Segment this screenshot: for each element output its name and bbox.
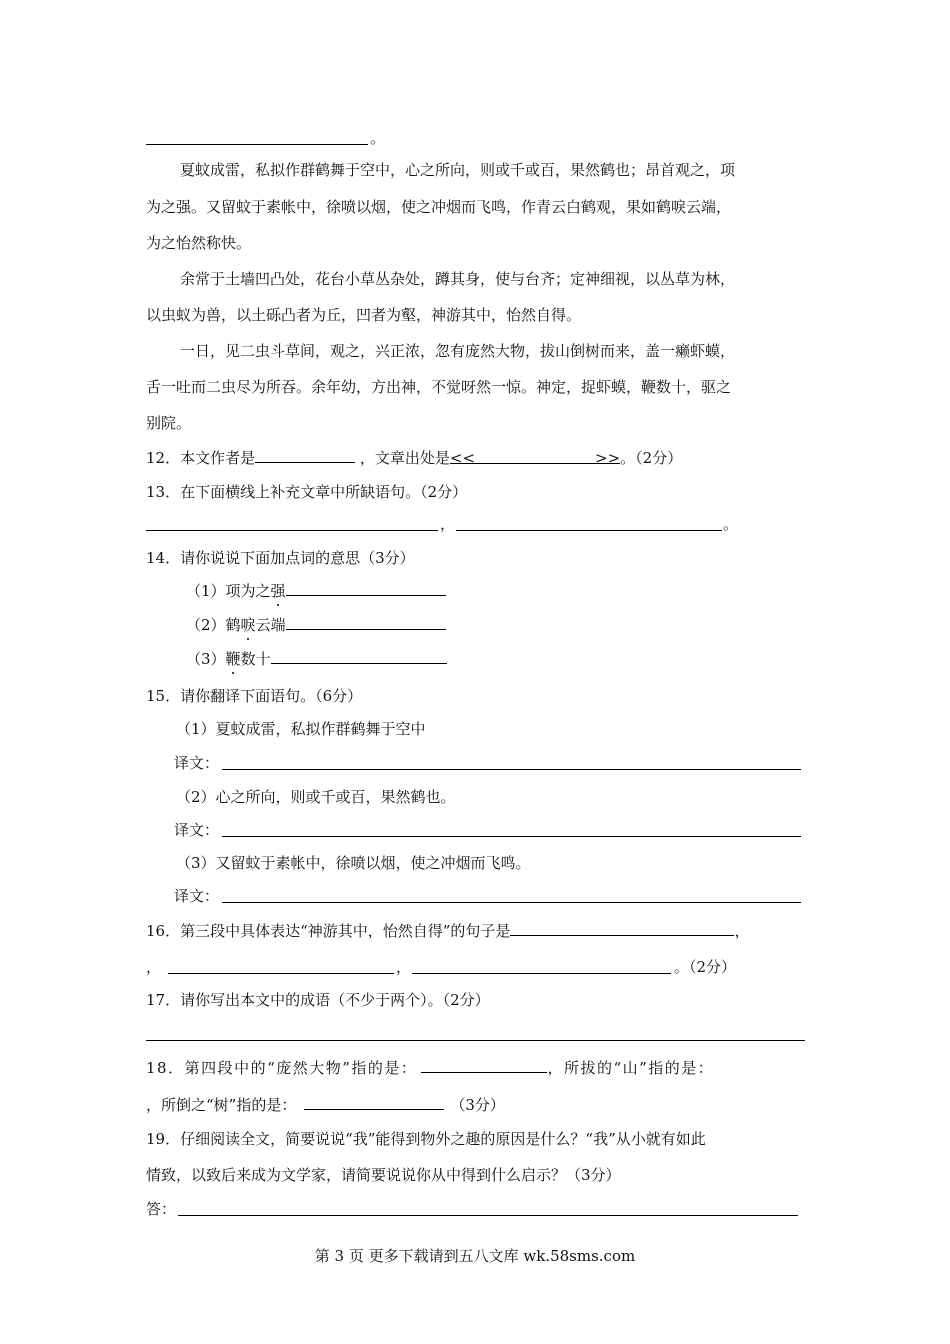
q17-blank[interactable] <box>146 1040 805 1041</box>
question-19-line-1: 19．仔细阅读全文，简要说说“我”能得到物外之趣的原因是什么？“我”从小就有如此 <box>146 1130 706 1148</box>
question-15: 15．请你翻译下面语句。（6分） <box>146 687 363 705</box>
q13-blank-1[interactable] <box>146 530 438 531</box>
q14-item-3-text: （3） <box>186 650 226 668</box>
q18-blank-3[interactable] <box>304 1094 444 1110</box>
passage-p1-line2: 为之强。又留蚊于素帐中，徐喷以烟，使之冲烟而飞鸣，作青云白鹤观，果如鹤唳云端， <box>146 198 732 216</box>
q15-translation-2[interactable] <box>222 836 801 837</box>
q14-item-1-dotted-word: 强 <box>270 582 286 600</box>
q19-answer-blank[interactable] <box>178 1215 798 1216</box>
q13-comma: ， <box>440 515 456 533</box>
question-14: 14．请你说说下面加点词的意思（3分） <box>146 549 415 567</box>
q15-translation-3[interactable] <box>222 902 801 903</box>
passage-p1-line3: 为之怡然称快。 <box>146 234 252 252</box>
question-19-line-2: 情致，以致后来成为文学家，请简要说说你从中得到什么启示？（3分） <box>146 1166 621 1184</box>
q15-label-3: 译文： <box>174 887 220 905</box>
q12-open-bracket: << <box>449 449 476 467</box>
q12-author-blank[interactable] <box>255 447 355 463</box>
q15-sentence-1: （1）夏蚊成雷，私拟作群鹤舞于空中 <box>176 720 426 738</box>
top-line-end: 。 <box>370 129 386 147</box>
q16-comma-1: ， <box>734 922 750 940</box>
q14-item-1-text: （1）项为之 <box>186 582 271 600</box>
q14-item-2-text-post: 云端 <box>255 616 286 634</box>
passage-p2-line1: 余常于土墙凹凸处，花台小草丛杂处，蹲其身，使与台齐；定神细视，以丛草为林， <box>180 270 736 288</box>
q16-comma-2: ， <box>396 958 412 976</box>
question-17: 17．请你写出本文中的成语（不少于两个）。（2分） <box>146 991 490 1009</box>
q16-blank-1[interactable] <box>510 920 734 936</box>
q19-answer-label: 答： <box>146 1200 177 1218</box>
q14-item-3-dotted-word: 鞭 <box>225 650 241 668</box>
question-12 <box>146 447 682 468</box>
q13-end: 。 <box>723 515 739 533</box>
q12-score: 。（2分） <box>620 449 683 467</box>
q18-text-b: ，所拔的“山”指的是： <box>547 1059 715 1077</box>
q15-translation-1[interactable] <box>222 769 801 770</box>
q18-text-a: 18．第四段中的“庞然大物”指的是： <box>146 1059 418 1077</box>
question-18-line-2 <box>146 1094 505 1115</box>
q15-sentence-3: （3）又留蚊于素帐中，徐喷以烟，使之冲烟而飞鸣。 <box>176 854 531 872</box>
question-16 <box>146 920 749 941</box>
q16-lead: ， <box>146 958 162 976</box>
q13-blank-2[interactable] <box>456 530 722 531</box>
q12-close-bracket: >> <box>595 449 621 467</box>
q14-item-1-blank[interactable] <box>286 580 446 596</box>
q12-source-blank[interactable] <box>449 448 621 467</box>
q16-end: 。（2分） <box>674 958 737 976</box>
q14-item-1 <box>186 580 446 601</box>
q14-item-3 <box>186 648 447 669</box>
q14-item-2-blank[interactable] <box>286 614 446 630</box>
q14-item-3-text-post: 数十 <box>240 650 271 668</box>
q16-blank-3[interactable] <box>412 973 671 974</box>
passage-p1-line1: 夏蚊成雷，私拟作群鹤舞于空中，心之所向，则或千或百，果然鹤也；昂首观之，项 <box>180 161 736 179</box>
q14-item-2-dotted-word: 唳 <box>240 616 256 634</box>
question-13: 13．在下面横线上补充文章中所缺语句。（2分） <box>146 483 468 501</box>
question-18-line-1 <box>146 1057 714 1078</box>
page-footer: 第 3 页 更多下载请到五八文库 wk.58sms.com <box>314 1247 636 1265</box>
q14-item-2 <box>186 614 446 635</box>
q15-sentence-2: （2）心之所向，则或千或百，果然鹤也。 <box>176 788 456 806</box>
passage-p3-line1: 一日，见二虫斗草间，观之，兴正浓，忽有庞然大物，拔山倒树而来，盖一癞虾蟆， <box>180 342 736 360</box>
answer-line-top[interactable] <box>146 144 368 145</box>
q15-label-2: 译文： <box>174 821 220 839</box>
q18-score: （3分） <box>450 1096 505 1114</box>
q14-item-3-blank[interactable] <box>271 648 447 664</box>
q16-text: 16．第三段中具体表达“神游其中，怡然自得”的句子是 <box>146 922 511 940</box>
q16-blank-2[interactable] <box>168 973 394 974</box>
q14-item-2-text: （2）鹤 <box>186 616 241 634</box>
q12-label-source: ，文章出处是 <box>359 449 450 467</box>
passage-p3-line2: 舌一吐而二虫尽为所吞。余年幼，方出神，不觉呀然一惊。神定，捉虾蟆，鞭数十，驱之 <box>146 378 732 396</box>
passage-p2-line2: 以虫蚁为兽，以土砾凸者为丘，凹者为壑，神游其中，怡然自得。 <box>146 306 582 324</box>
q18-text-c: ，所倒之“树”指的是： <box>146 1096 297 1114</box>
q15-label-1: 译文： <box>174 754 220 772</box>
q12-label-author: 12．本文作者是 <box>146 449 256 467</box>
q18-blank-1[interactable] <box>421 1057 547 1073</box>
passage-p3-line3: 别院。 <box>146 414 192 432</box>
